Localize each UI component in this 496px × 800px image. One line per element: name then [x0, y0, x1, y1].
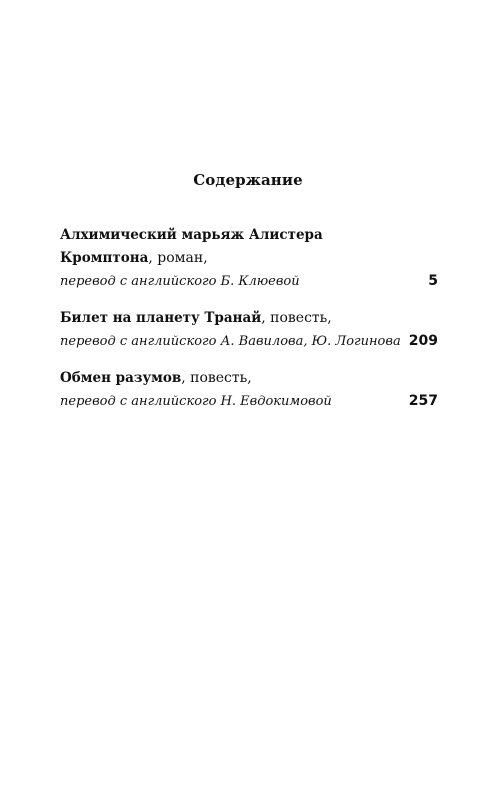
entry-title-line: [60, 367, 438, 390]
translation-credit: перевод с английского Н. Евдокимовой: [60, 394, 332, 409]
entry-title-line: [60, 307, 438, 330]
page-number: 209: [408, 333, 438, 349]
toc-entry: [60, 307, 438, 353]
work-genre: , роман,: [148, 250, 208, 266]
toc-entry: [60, 367, 438, 413]
entry-title-line: [60, 247, 438, 270]
entry-title-line: [60, 224, 438, 247]
work-genre: , повесть,: [261, 310, 332, 326]
page-number: 257: [408, 393, 438, 409]
toc-entry: [60, 224, 438, 293]
page-number: 5: [428, 273, 438, 289]
translation-credit: перевод с английского Б. Клюевой: [60, 274, 300, 289]
translation-credit: перевод с английского А. Вавилова, Ю. Логинова: [60, 334, 401, 349]
work-title: Алхимический марьяж Алистера: [60, 227, 323, 243]
work-title: Билет на планету Транай: [60, 310, 262, 326]
entry-translation-line: [60, 270, 438, 293]
toc-heading: Содержание: [193, 171, 303, 189]
toc-list: [60, 224, 438, 427]
work-genre: , повесть,: [181, 370, 252, 386]
work-title: Кромптона: [60, 250, 149, 266]
work-title: Обмен разумов: [60, 370, 182, 386]
entry-translation-line: [60, 390, 438, 413]
entry-translation-line: [60, 330, 438, 353]
